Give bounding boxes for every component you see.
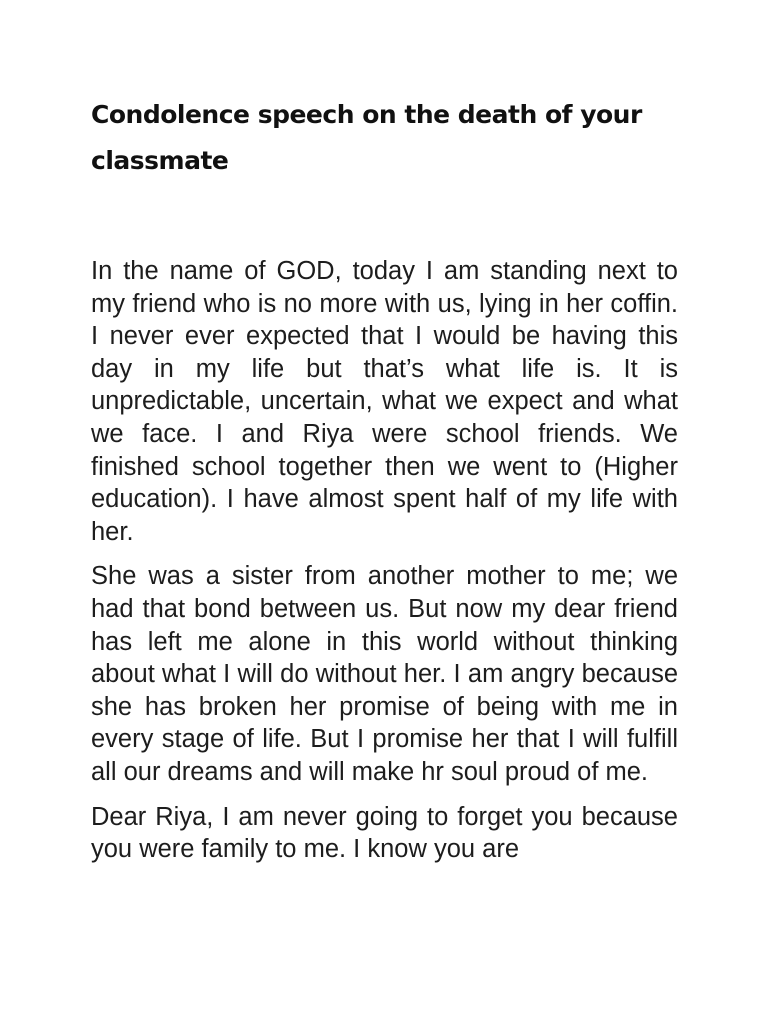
paragraph: In the name of GOD, today I am standing next to my friend who is no more with us, lying in her coffin. I never ever expected that I would be having this day in my life but that’s what life is. It is unpredictable, uncertain, what we expect and what we face. I and Riya were school friends. We finished school together then we went to (Higher education). I have almost spent half of my life with her.: [91, 257, 678, 546]
paragraph: Dear Riya, I am never going to forget you because you were family to me. I know you are: [91, 802, 678, 864]
document-title: Condolence speech on the death of your classmate: [91, 100, 642, 175]
document-body: [91, 255, 678, 878]
paragraph: She was a sister from another mother to me; we had that bond between us. But now my dear friend has left me alone in this world without thinking about what I will do without her. I am angry because she has broken her promise of being with me in every stage of life. But I promise her that I will fulfill all our dreams and will make hr soul proud of me.: [91, 562, 678, 786]
